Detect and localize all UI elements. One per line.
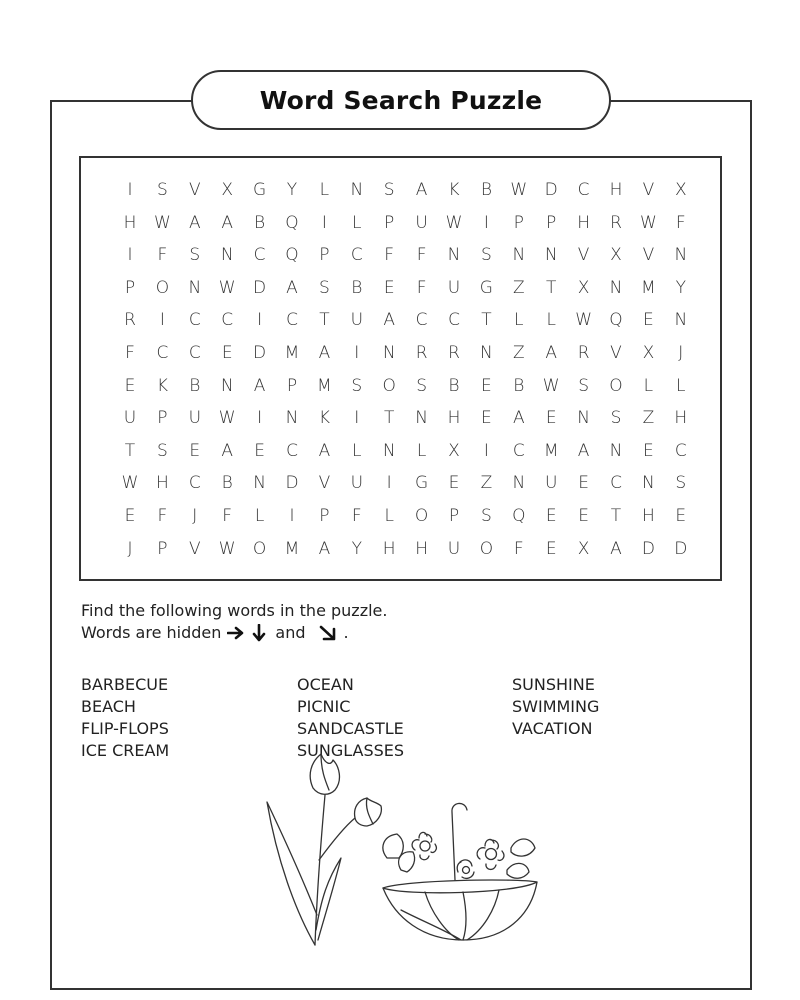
- grid-letter[interactable]: S: [675, 473, 687, 494]
- grid-letter[interactable]: L: [514, 310, 524, 331]
- arrow-down-right-icon: [318, 624, 338, 642]
- grid-letter[interactable]: N: [512, 245, 526, 266]
- grid-letter[interactable]: L: [643, 375, 654, 396]
- grid-letter[interactable]: G: [479, 277, 493, 298]
- grid-letter[interactable]: Y: [351, 538, 362, 559]
- grid-letter[interactable]: V: [642, 245, 655, 266]
- grid-letter[interactable]: J: [678, 343, 684, 363]
- grid-letter[interactable]: A: [545, 343, 557, 363]
- grid-letter[interactable]: X: [448, 440, 460, 461]
- grid-letter[interactable]: N: [512, 473, 526, 494]
- tulip-icon: [267, 754, 381, 945]
- grid-letter[interactable]: Z: [480, 473, 493, 494]
- grid-letter[interactable]: N: [447, 245, 461, 266]
- grid-letter[interactable]: H: [609, 180, 623, 200]
- grid-letter[interactable]: N: [285, 408, 299, 429]
- grid-letter[interactable]: H: [155, 473, 169, 494]
- word-item: SUNGLASSES: [297, 741, 405, 760]
- grid-letter[interactable]: I: [257, 408, 263, 429]
- grid-letter[interactable]: X: [221, 180, 234, 200]
- grid-letter[interactable]: Q: [609, 310, 623, 331]
- grid-letter[interactable]: M: [543, 440, 559, 461]
- grid-letter[interactable]: E: [383, 277, 395, 298]
- grid-letter[interactable]: X: [674, 180, 687, 200]
- grid-letter[interactable]: H: [123, 212, 137, 233]
- grid-letter[interactable]: W: [218, 408, 236, 429]
- grid-letter[interactable]: W: [575, 310, 592, 331]
- grid-letter[interactable]: S: [480, 506, 492, 526]
- grid-letter[interactable]: H: [577, 212, 590, 233]
- grid-letter[interactable]: B: [189, 375, 201, 396]
- grid-letter[interactable]: A: [188, 212, 201, 233]
- grid-letter[interactable]: A: [221, 212, 233, 233]
- grid-letter[interactable]: C: [674, 440, 687, 461]
- grid-letter[interactable]: D: [674, 538, 688, 559]
- word-item: PICNIC: [297, 697, 351, 716]
- grid-letter[interactable]: T: [481, 310, 492, 331]
- grid-letter[interactable]: N: [188, 277, 202, 298]
- grid-letter[interactable]: Q: [285, 212, 299, 233]
- grid-letter[interactable]: N: [642, 473, 655, 494]
- grid-letter[interactable]: M: [641, 277, 656, 298]
- title-banner: [191, 70, 611, 130]
- word-item: BEACH: [81, 697, 136, 716]
- grid-letter[interactable]: Z: [512, 343, 525, 363]
- grid-letter[interactable]: E: [578, 473, 589, 494]
- grid-letter[interactable]: A: [415, 180, 428, 200]
- grid-row: [81, 473, 720, 503]
- grid-letter[interactable]: S: [351, 375, 363, 396]
- grid-letter[interactable]: S: [416, 375, 427, 396]
- grid-letter[interactable]: Q: [285, 245, 299, 266]
- grid-letter[interactable]: K: [448, 180, 460, 200]
- grid-letter[interactable]: C: [286, 310, 298, 331]
- grid-letter[interactable]: U: [188, 408, 202, 429]
- grid-letter[interactable]: A: [286, 277, 298, 298]
- instructions-and: and: [275, 623, 306, 642]
- grid-letter[interactable]: E: [481, 408, 492, 429]
- grid-letter[interactable]: X: [577, 538, 590, 559]
- grid-letter[interactable]: C: [221, 310, 234, 331]
- grid-letter[interactable]: H: [415, 538, 428, 559]
- grid-letter[interactable]: O: [382, 375, 396, 396]
- grid-letter[interactable]: F: [125, 343, 135, 363]
- grid-letter[interactable]: F: [351, 506, 362, 526]
- grid-row: [81, 343, 720, 373]
- grid-letter[interactable]: J: [192, 506, 198, 526]
- grid-row: [81, 245, 720, 275]
- grid-letter[interactable]: U: [544, 473, 558, 494]
- grid-letter[interactable]: F: [416, 245, 427, 266]
- grid-letter[interactable]: U: [447, 277, 461, 298]
- flower-umbrella-basket-icon: [383, 803, 537, 940]
- grid-letter[interactable]: H: [382, 538, 396, 559]
- grid-letter[interactable]: D: [253, 277, 267, 298]
- grid-letter[interactable]: P: [286, 375, 298, 396]
- grid-letter[interactable]: E: [578, 506, 589, 526]
- grid-letter[interactable]: E: [481, 375, 492, 396]
- grid-letter[interactable]: H: [674, 408, 688, 429]
- grid-letter[interactable]: E: [675, 506, 687, 526]
- grid-letter[interactable]: S: [383, 180, 395, 200]
- grid-letter[interactable]: I: [159, 310, 165, 331]
- grid-letter[interactable]: N: [220, 245, 234, 266]
- grid-letter[interactable]: F: [384, 245, 395, 266]
- grid-letter[interactable]: P: [319, 506, 330, 526]
- grid-letter[interactable]: B: [480, 180, 492, 200]
- grid-letter[interactable]: F: [222, 506, 233, 526]
- instructions-period: .: [343, 623, 349, 642]
- grid-letter[interactable]: P: [384, 212, 395, 233]
- grid-letter[interactable]: N: [674, 245, 688, 266]
- grid-letter[interactable]: V: [318, 473, 331, 494]
- grid-letter[interactable]: I: [289, 506, 295, 526]
- word-list-column-1: [81, 674, 169, 762]
- grid-letter[interactable]: V: [642, 180, 655, 200]
- grid-letter[interactable]: L: [676, 375, 686, 396]
- grid-letter[interactable]: C: [610, 473, 622, 494]
- grid-letter[interactable]: A: [383, 310, 395, 331]
- grid-letter[interactable]: I: [483, 212, 489, 233]
- arrow-right-icon: [227, 625, 245, 641]
- grid-letter[interactable]: D: [641, 538, 655, 559]
- instructions: [81, 600, 387, 644]
- grid-letter[interactable]: W: [121, 473, 139, 494]
- grid-letter[interactable]: L: [352, 212, 362, 233]
- grid-letter[interactable]: F: [513, 538, 524, 559]
- grid-letter[interactable]: C: [188, 343, 201, 363]
- grid-letter[interactable]: U: [415, 212, 428, 233]
- grid-letter[interactable]: E: [221, 343, 233, 363]
- grid-letter[interactable]: C: [448, 310, 460, 331]
- letter-grid: [79, 156, 722, 581]
- grid-letter[interactable]: C: [253, 245, 266, 266]
- grid-letter[interactable]: I: [127, 245, 133, 266]
- word-item: ICE CREAM: [81, 741, 170, 760]
- grid-letter[interactable]: P: [157, 408, 168, 429]
- grid-letter[interactable]: T: [610, 506, 622, 526]
- grid-letter[interactable]: A: [577, 440, 590, 461]
- grid-letter[interactable]: M: [284, 343, 300, 363]
- summer-illustration: [255, 740, 555, 950]
- grid-letter[interactable]: B: [351, 277, 363, 298]
- grid-letter[interactable]: I: [354, 408, 360, 429]
- word-item: SUNSHINE: [512, 675, 595, 694]
- grid-letter[interactable]: R: [415, 343, 428, 363]
- grid-letter[interactable]: X: [610, 245, 622, 266]
- grid-letter[interactable]: C: [415, 310, 428, 331]
- grid-letter[interactable]: A: [512, 408, 525, 429]
- grid-letter[interactable]: R: [577, 343, 590, 363]
- grid-letter[interactable]: T: [383, 408, 395, 429]
- grid-row: [81, 278, 720, 308]
- grid-letter[interactable]: A: [610, 538, 622, 559]
- grid-letter[interactable]: A: [221, 440, 233, 461]
- grid-letter[interactable]: T: [545, 277, 557, 298]
- grid-letter[interactable]: N: [674, 310, 688, 331]
- grid-letter[interactable]: X: [577, 277, 590, 298]
- grid-letter[interactable]: W: [445, 212, 463, 233]
- grid-letter[interactable]: W: [218, 277, 236, 298]
- word-item: BARBECUE: [81, 675, 169, 694]
- grid-letter[interactable]: T: [124, 440, 136, 461]
- grid-letter[interactable]: V: [577, 245, 590, 266]
- instructions-line-1: Find the following words in the puzzle.: [81, 601, 388, 620]
- grid-letter[interactable]: N: [577, 408, 590, 429]
- grid-letter[interactable]: I: [257, 310, 263, 331]
- grid-letter[interactable]: S: [480, 245, 492, 266]
- grid-letter[interactable]: E: [189, 440, 201, 461]
- grid-letter[interactable]: S: [610, 408, 622, 429]
- grid-letter[interactable]: W: [510, 180, 528, 200]
- grid-letter[interactable]: P: [546, 212, 557, 233]
- grid-letter[interactable]: Z: [642, 408, 655, 429]
- grid-letter[interactable]: N: [609, 440, 623, 461]
- grid-letter[interactable]: D: [253, 343, 267, 363]
- grid-letter[interactable]: E: [124, 375, 136, 396]
- instructions-line-2: [81, 622, 387, 644]
- grid-letter[interactable]: N: [220, 375, 234, 396]
- word-item: VACATION: [512, 719, 593, 738]
- grid-letter[interactable]: N: [350, 180, 364, 200]
- grid-letter[interactable]: S: [189, 245, 201, 266]
- grid-letter[interactable]: N: [609, 277, 623, 298]
- grid-letter[interactable]: R: [448, 343, 460, 363]
- grid-letter[interactable]: R: [124, 310, 136, 331]
- grid-row: [81, 408, 720, 438]
- grid-letter[interactable]: I: [321, 212, 327, 233]
- grid-letter[interactable]: N: [382, 440, 396, 461]
- grid-letter[interactable]: O: [414, 506, 429, 526]
- grid-letter[interactable]: B: [254, 212, 266, 233]
- grid-letter[interactable]: P: [513, 212, 524, 233]
- grid-letter[interactable]: K: [318, 408, 330, 429]
- grid-row: [81, 539, 720, 569]
- grid-letter[interactable]: P: [448, 506, 460, 526]
- word-item: SWIMMING: [512, 697, 600, 716]
- grid-letter[interactable]: N: [253, 473, 266, 494]
- grid-row: [81, 180, 720, 210]
- grid-letter[interactable]: B: [513, 375, 525, 396]
- grid-letter[interactable]: M: [284, 538, 300, 559]
- grid-letter[interactable]: E: [448, 473, 460, 494]
- grid-letter[interactable]: I: [386, 473, 392, 494]
- grid-letter[interactable]: G: [415, 473, 429, 494]
- grid-letter[interactable]: Y: [286, 180, 298, 200]
- grid-letter[interactable]: O: [479, 538, 494, 559]
- grid-letter[interactable]: I: [127, 180, 133, 200]
- grid-letter[interactable]: E: [643, 310, 654, 331]
- grid-letter[interactable]: N: [544, 245, 558, 266]
- grid-row: [81, 376, 720, 406]
- grid-letter[interactable]: Z: [512, 277, 525, 298]
- grid-letter[interactable]: S: [156, 180, 168, 200]
- grid-letter[interactable]: P: [319, 245, 330, 266]
- grid-letter[interactable]: W: [639, 212, 657, 233]
- grid-letter[interactable]: O: [252, 538, 267, 559]
- grid-letter[interactable]: E: [545, 538, 557, 559]
- grid-letter[interactable]: A: [318, 538, 331, 559]
- grid-letter[interactable]: W: [542, 375, 560, 396]
- grid-letter[interactable]: L: [352, 440, 362, 461]
- grid-letter[interactable]: V: [188, 538, 201, 559]
- grid-letter[interactable]: U: [447, 538, 461, 559]
- grid-letter[interactable]: N: [480, 343, 493, 363]
- grid-letter[interactable]: M: [317, 375, 332, 396]
- grid-letter[interactable]: A: [253, 375, 266, 396]
- word-item: SANDCASTLE: [297, 719, 404, 738]
- grid-letter[interactable]: Y: [675, 277, 686, 298]
- grid-letter[interactable]: T: [319, 310, 330, 331]
- word-item: OCEAN: [297, 675, 354, 694]
- grid-letter[interactable]: N: [382, 343, 396, 363]
- grid-letter[interactable]: P: [157, 538, 168, 559]
- grid-letter[interactable]: A: [318, 343, 331, 363]
- grid-letter[interactable]: E: [643, 440, 654, 461]
- grid-letter[interactable]: L: [384, 506, 394, 526]
- grid-row: [81, 310, 720, 340]
- grid-letter[interactable]: H: [447, 408, 461, 429]
- grid-letter[interactable]: F: [675, 212, 686, 233]
- grid-letter[interactable]: F: [157, 245, 168, 266]
- grid-letter[interactable]: V: [610, 343, 622, 363]
- grid-letter[interactable]: F: [416, 277, 427, 298]
- grid-letter[interactable]: K: [156, 375, 168, 396]
- grid-letter[interactable]: C: [188, 473, 201, 494]
- grid-letter[interactable]: P: [124, 277, 136, 298]
- grid-row: [81, 441, 720, 471]
- grid-row: [81, 213, 720, 243]
- grid-letter[interactable]: F: [157, 506, 168, 526]
- grid-letter[interactable]: V: [188, 180, 201, 200]
- grid-letter[interactable]: L: [319, 180, 330, 200]
- grid-letter[interactable]: W: [153, 212, 171, 233]
- grid-letter[interactable]: J: [127, 538, 133, 559]
- grid-letter[interactable]: U: [123, 408, 137, 429]
- word-list-column-3: [512, 674, 599, 740]
- grid-letter[interactable]: L: [546, 310, 556, 331]
- grid-letter[interactable]: E: [545, 506, 557, 526]
- grid-letter[interactable]: E: [545, 408, 557, 429]
- grid-letter[interactable]: C: [156, 343, 169, 363]
- grid-letter[interactable]: W: [218, 538, 236, 559]
- grid-letter[interactable]: R: [610, 212, 622, 233]
- grid-letter[interactable]: D: [544, 180, 558, 200]
- grid-letter[interactable]: A: [318, 440, 331, 461]
- grid-letter[interactable]: C: [512, 440, 525, 461]
- grid-letter[interactable]: C: [577, 180, 590, 200]
- grid-letter[interactable]: U: [350, 310, 364, 331]
- grid-letter[interactable]: G: [253, 180, 267, 200]
- grid-letter[interactable]: S: [578, 375, 589, 396]
- grid-letter[interactable]: H: [641, 506, 655, 526]
- grid-letter[interactable]: L: [416, 440, 427, 461]
- grid-letter[interactable]: D: [285, 473, 299, 494]
- grid-letter[interactable]: S: [156, 440, 168, 461]
- grid-letter[interactable]: C: [188, 310, 201, 331]
- page-title: Word Search Puzzle: [259, 85, 543, 115]
- arrow-down-icon: [251, 624, 267, 642]
- grid-letter[interactable]: C: [350, 245, 363, 266]
- grid-letter[interactable]: B: [448, 375, 460, 396]
- grid-letter[interactable]: E: [124, 506, 136, 526]
- grid-letter[interactable]: S: [318, 277, 330, 298]
- grid-letter[interactable]: O: [155, 277, 170, 298]
- grid-letter[interactable]: I: [354, 343, 360, 363]
- grid-letter[interactable]: Q: [512, 506, 526, 526]
- grid-letter[interactable]: L: [254, 506, 265, 526]
- grid-letter[interactable]: B: [221, 473, 233, 494]
- word-item: FLIP-FLOPS: [81, 719, 169, 738]
- instructions-prefix: Words are hidden: [81, 623, 222, 642]
- grid-letter[interactable]: O: [609, 375, 623, 396]
- grid-row: [81, 506, 720, 536]
- grid-letter[interactable]: I: [483, 440, 489, 461]
- grid-letter[interactable]: C: [286, 440, 298, 461]
- grid-letter[interactable]: U: [350, 473, 364, 494]
- grid-letter[interactable]: X: [642, 343, 655, 363]
- grid-letter[interactable]: E: [254, 440, 265, 461]
- grid-letter[interactable]: N: [415, 408, 428, 429]
